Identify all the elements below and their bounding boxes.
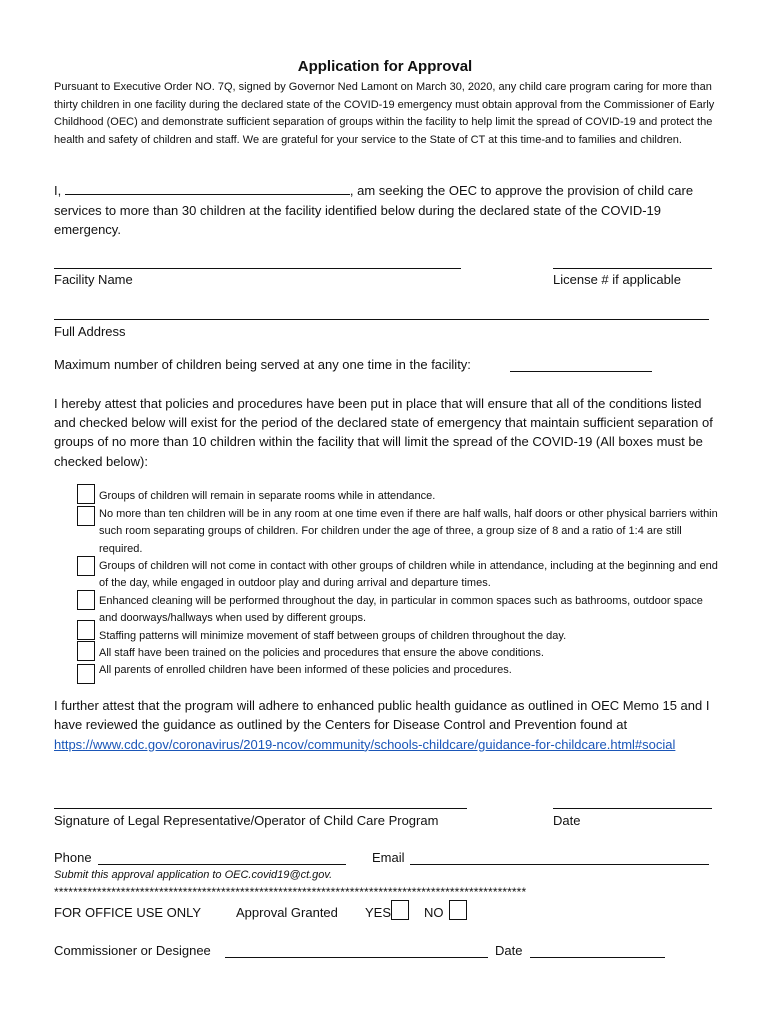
condition-text-6: All staff have been trained on the policies and procedures that ensure the above conditions.	[99, 647, 544, 659]
condition-text-1: Groups of children will remain in separate rooms while in attendance.	[99, 490, 436, 502]
condition-checkbox-2[interactable]	[77, 506, 95, 526]
office-date-label: Date	[495, 943, 523, 958]
submit-note: Submit this approval application to OEC.covid19@ct.gov.	[54, 869, 333, 881]
attest-paragraph: I hereby attest that policies and procedures have been put in place that will ensure that all of the conditions listed and checked below will exist for the period of the declared state of emergency that maintain sufficient separation of groups of no more than 10 children within the facility that will limit the spread of the COVID-19 (All boxes must be checked below):	[54, 396, 713, 469]
full-address-label: Full Address	[54, 324, 126, 339]
office-date-field[interactable]	[530, 957, 665, 958]
statement-prefix: I,	[54, 183, 62, 198]
condition-text-4: Enhanced cleaning will be performed throughout the day, in particular in common spaces such as bathrooms, outdoor space and doorways/hallways when used by different groups.	[99, 595, 703, 625]
condition-text-3: Groups of children will not come in contact with other groups of children while in attendance, including at the beginning and end of the day, while engaged in outdoor play and during arrival and departure times.	[99, 560, 718, 590]
intro-paragraph: Pursuant to Executive Order NO. 7Q, signed by Governor Ned Lamont on March 30, 2020, any child care program caring for more than thirty children in one facility during the declared state of the COVID-19 emergency must obtain approval from the Commissioner of Early Childhood (OEC) and demonstrate sufficient separation of groups within the facility to help limit the spread of COVID-19 and protect the health and safety of children and staff. We are grateful for your service to the State of CT at this time-and to families and children.	[54, 81, 715, 146]
signature-date-label: Date	[553, 813, 581, 828]
condition-checkbox-5[interactable]	[77, 620, 95, 640]
email-label: Email	[372, 850, 405, 865]
license-label: License # if applicable	[553, 272, 681, 287]
condition-checkbox-3[interactable]	[77, 556, 95, 576]
facility-name-label: Facility Name	[54, 272, 133, 287]
office-use-label: FOR OFFICE USE ONLY	[54, 905, 202, 920]
condition-checkbox-7[interactable]	[77, 664, 95, 684]
condition-text-7: All parents of enrolled children have been informed of these policies and procedures.	[99, 664, 512, 676]
approval-granted-label: Approval Granted	[236, 905, 338, 920]
further-attest-paragraph	[54, 696, 724, 754]
statement-text: , am seeking the OEC to approve the provision of child care services to more than 30 children at the facility identified below during the declared state of the COVID-19 emergency.	[54, 183, 694, 237]
license-number-field[interactable]	[553, 268, 712, 269]
condition-checkbox-1[interactable]	[77, 484, 95, 504]
condition-checkbox-6[interactable]	[77, 641, 95, 661]
condition-text-2: No more than ten children will be in any room at one time even if there are half walls, half doors or other physical barriers within such room separating groups of children. For children under the age of three, a group size of 8 and a ratio of 1:4 are still required.	[99, 508, 718, 555]
further-attest-text: I further attest that the program will adhere to enhanced public health guidance as outlined in OEC Memo 15 and I have reviewed the guidance as outlined by the Centers for Disease Control and Prevention found at	[54, 698, 710, 733]
max-children-label: Maximum number of children being served at any one time in the facility:	[54, 357, 471, 372]
statement-paragraph	[54, 181, 724, 240]
no-checkbox[interactable]	[449, 900, 467, 920]
full-address-field[interactable]	[54, 319, 709, 320]
condition-text-5: Staffing patterns will minimize movement of staff between groups of children throughout the day.	[99, 630, 567, 642]
cdc-guidance-link[interactable]: https://www.cdc.gov/coronavirus/2019-ncov/community/schools-childcare/guidance-for-childcare.html#social	[54, 736, 676, 752]
phone-label: Phone	[54, 850, 92, 865]
no-label: NO	[424, 905, 444, 920]
phone-field[interactable]	[98, 864, 346, 865]
signature-date-field[interactable]	[553, 808, 712, 809]
condition-checkbox-4[interactable]	[77, 590, 95, 610]
commissioner-label: Commissioner or Designee	[54, 943, 211, 958]
yes-checkbox[interactable]	[391, 900, 409, 920]
applicant-name-field[interactable]	[65, 182, 350, 195]
email-field[interactable]	[410, 864, 709, 865]
max-children-field[interactable]	[510, 371, 652, 372]
page-title: Application for Approval	[297, 58, 473, 75]
signature-label: Signature of Legal Representative/Operator of Child Care Program	[54, 813, 439, 828]
facility-name-field[interactable]	[54, 268, 461, 269]
yes-label: YES	[365, 905, 392, 920]
separator-stars: ***************************************************************************************************	[54, 885, 527, 899]
signature-field[interactable]	[54, 808, 467, 809]
commissioner-field[interactable]	[225, 957, 488, 958]
